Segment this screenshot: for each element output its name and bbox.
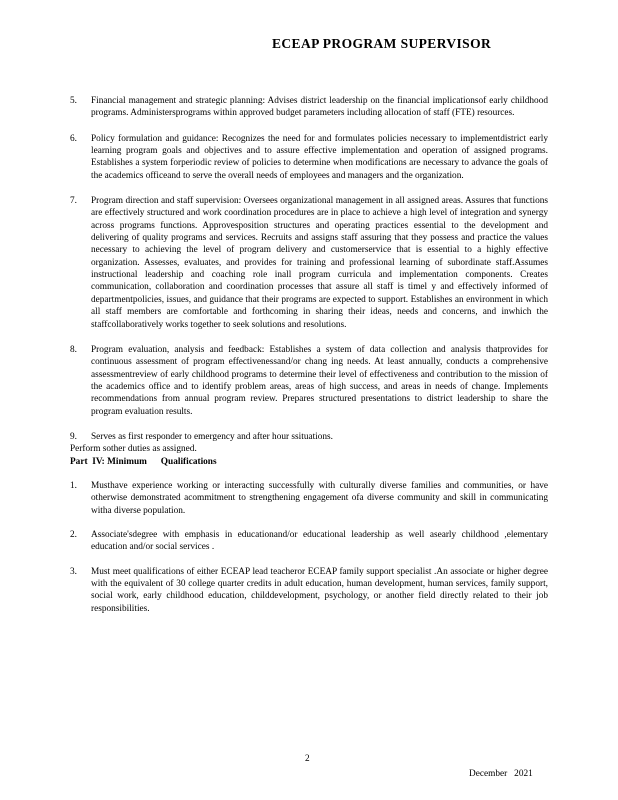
item-number: 5. (70, 96, 77, 106)
page-title: ECEAP PROGRAM SUPERVISOR (272, 36, 492, 51)
qualification-item-1 (70, 480, 548, 517)
item-text: Program direction and staff supervision: Oversees organizational management in all assigned areas. Assures that functions are effectively structured and work coordination procedures are in place to achieve a high level of integration and synergy across programs functions. Approvesposition structures and operating practices essential to the development and delivering of quality programs and services. Recruits and assigns staff assuring that they possess and practice the values necessary to achieving the level of program delivery and customerservice that is essential to a highly effective organization. Assesses, evaluates, and provides for training and professional learning of subordinate staff.Assumes instructional leadership and coaching role inall program curricula and implementation components. Creates communication, collaboration and coordination processes that assure all staff is timel y and effectively informed of departmentpolicies, issues, and guidance that their programs are expected to support. Establishes an environment in which all staff members are comfortable and forthcoming in sharing their ideas, needs and concerns, and inwhich the staffcollaboratively works together to seek solutions and resolutions. (91, 196, 548, 330)
item-number: 1. (70, 480, 77, 491)
page-number: 2 (305, 754, 310, 764)
duty-item-9 (70, 431, 548, 443)
item-text: Program evaluation, analysis and feedback: Establishes a system of data collection and analysis thatprovides for continuous assessment of program effectivenessand/or chang ing needs. At least annually, conducts a comprehensive assessmentreview of early childhood programs to determine their level of effectiveness and contribution to the mission of the academics office and to identify problem areas, areas of high success, and areas in needs of change. Implements recommendations from annual program review. Prepares structured presentations to district leadership to share the program evaluation results. (91, 344, 548, 417)
item-text: Financial management and strategic planning: Advises district leadership on the financial implicationsof early childhood programs. Administersprograms within approved budget parameters including allocation of staff (FTE) resources. (91, 96, 548, 119)
duty-item-8 (70, 344, 548, 418)
item-number: 2. (70, 529, 77, 540)
item-text: Must meet qualifications of either ECEAP lead teacheror ECEAP family support specialist .An associate or higher degree with the equivalent of 30 college quarter credits in adult education, human development, human services, family support, social work, early childhood education, childdevelopment, psychology, or another field directly related to their job responsibilities. (91, 566, 548, 614)
qualification-item-2 (70, 529, 548, 554)
footer-date: December 2021 (469, 769, 533, 779)
item-text: Musthave experience working or interacting successfully with culturally diverse families and communities, or have otherwise demonstrated acommitment to strengthening engagement ofa diverse community and skill in communicating witha diverse population. (91, 480, 548, 516)
duty-item-5 (70, 95, 548, 120)
item-text: Policy formulation and guidance: Recognizes the need for and formulates policies necessary to implementdistrict early learning program goals and objectives and to assure effective implementation and operation of assigned programs. Establishes a system forperiodic review of policies to determine when modifications are necessary to advance the goals of the academics officeand to serve the overall needs of employees and managers and the organization. (91, 133, 548, 181)
section-heading: Part IV: Minimum Qualifications (70, 456, 217, 467)
other-duties-text: Perform sother duties as assigned. (70, 444, 197, 455)
qualification-item-3 (70, 566, 548, 615)
item-text: Associate'sdegree with emphasis in educationand/or educational leadership as well asearly childhood ,elementary education and/or social services . (91, 529, 548, 553)
item-number: 8. (70, 344, 77, 355)
duty-item-6 (70, 133, 548, 182)
item-text: Serves as first responder to emergency and after hour ssituations. (91, 431, 333, 442)
document-body (70, 95, 548, 615)
duty-item-7 (70, 195, 548, 331)
item-number: 3. (70, 566, 77, 577)
item-number: 6. (70, 133, 77, 144)
item-number: 7. (70, 196, 77, 207)
item-number: 9. (70, 431, 77, 442)
